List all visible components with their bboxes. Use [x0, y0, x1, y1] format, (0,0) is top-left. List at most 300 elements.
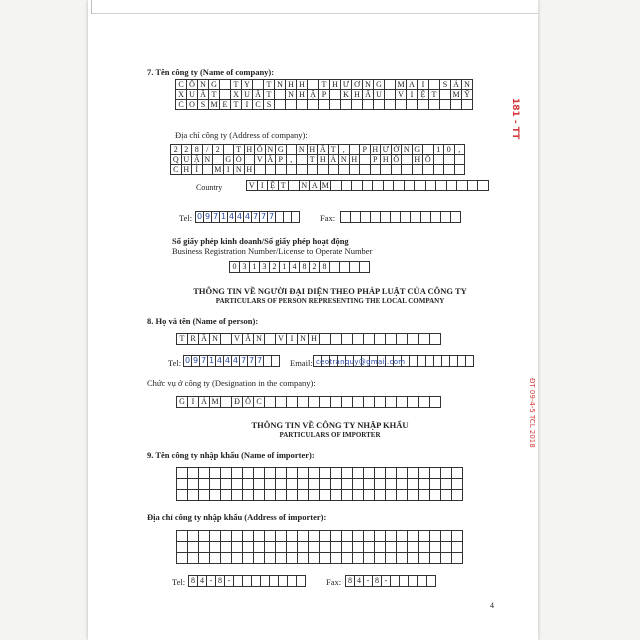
char-box: [342, 479, 353, 490]
char-box: [384, 181, 395, 191]
char-box: [408, 397, 419, 408]
char-box: [177, 542, 188, 553]
char-box: [270, 576, 279, 587]
char-box: S: [440, 80, 451, 90]
char-box: [188, 490, 199, 501]
char-box: 0: [196, 212, 203, 221]
char-box: [441, 553, 452, 564]
importer-fax-label: Fax:: [326, 577, 342, 587]
char-box: [265, 553, 276, 564]
char-box: T: [209, 90, 220, 100]
char-box: H: [245, 165, 256, 175]
char-box: [287, 531, 298, 542]
char-box: [350, 262, 360, 273]
char-box: [353, 490, 364, 501]
char-box: Ă: [243, 334, 254, 345]
char-box: 7: [260, 212, 267, 221]
char-box: [386, 542, 397, 553]
char-box: [361, 212, 371, 223]
char-box: [221, 553, 232, 564]
char-box: [287, 145, 298, 155]
char-box: [309, 468, 320, 479]
company-name-label: 7. Tên công ty (Name of company):: [147, 67, 275, 77]
char-box: Ả: [451, 80, 462, 90]
char-box: G: [177, 397, 188, 408]
char-box: [452, 542, 463, 553]
char-box: [221, 531, 232, 542]
char-box: [364, 479, 375, 490]
char-box: [408, 334, 419, 345]
char-box: Ấ: [318, 145, 329, 155]
char-box: A: [310, 181, 321, 191]
char-box: 7: [252, 212, 259, 221]
char-box: N: [462, 80, 473, 90]
char-box: 1: [250, 262, 260, 273]
char-box: [457, 181, 468, 191]
char-box: [375, 553, 386, 564]
char-box: 8: [192, 145, 203, 155]
char-box: [276, 212, 284, 223]
char-box: [221, 542, 232, 553]
char-box: [375, 490, 386, 501]
char-box: 4: [290, 262, 300, 273]
char-box: X: [231, 90, 242, 100]
char-box: M: [451, 90, 462, 100]
page-number: 4: [490, 601, 494, 610]
char-box: [287, 479, 298, 490]
char-box: [447, 181, 458, 191]
char-box: [452, 553, 463, 564]
char-box: [441, 542, 452, 553]
char-box: [341, 100, 352, 110]
char-box: [452, 531, 463, 542]
char-box: M: [213, 165, 224, 175]
char-box: 2: [310, 262, 320, 273]
char-box: [331, 181, 342, 191]
char-box: H: [286, 80, 297, 90]
char-box: [373, 181, 384, 191]
char-box: H: [413, 155, 424, 165]
license-number-grid: [229, 261, 370, 273]
char-box: [441, 212, 451, 223]
char-box: N: [203, 155, 214, 165]
char-box: H: [245, 145, 256, 155]
char-box: [221, 334, 232, 345]
char-box: [331, 479, 342, 490]
char-box: T: [177, 334, 188, 345]
char-box: [364, 542, 375, 553]
char-box: [451, 100, 462, 110]
char-box: V: [247, 181, 258, 191]
char-box: [350, 165, 361, 175]
char-box: N: [210, 334, 221, 345]
char-box: [353, 531, 364, 542]
char-box: 7: [248, 356, 255, 365]
char-box: V: [255, 155, 266, 165]
char-box: U: [182, 155, 193, 165]
char-box: [331, 490, 342, 501]
char-box: [331, 542, 342, 553]
char-box: [210, 479, 221, 490]
char-box: [243, 468, 254, 479]
char-box: [297, 100, 308, 110]
char-box: Ệ: [268, 181, 279, 191]
char-box: [381, 165, 392, 175]
char-box: [309, 479, 320, 490]
char-box: [385, 90, 396, 100]
char-box: 4: [224, 356, 231, 365]
char-box: [430, 531, 441, 542]
char-box: Ấ: [253, 90, 264, 100]
char-box: I: [188, 397, 199, 408]
char-box: H: [308, 145, 319, 155]
char-box: [276, 479, 287, 490]
char-box: O: [187, 100, 198, 110]
char-box: Y: [242, 80, 253, 90]
char-box: N: [198, 80, 209, 90]
char-box: [371, 165, 382, 175]
char-box: [331, 553, 342, 564]
char-box: [407, 100, 418, 110]
char-box: [254, 553, 265, 564]
char-box: [342, 553, 353, 564]
char-box: [232, 553, 243, 564]
char-box: T: [329, 145, 340, 155]
char-box: [210, 553, 221, 564]
char-box: [320, 553, 331, 564]
char-box: [243, 531, 254, 542]
char-box: [341, 212, 351, 223]
char-box: [430, 490, 441, 501]
importer-address-grid: [176, 530, 463, 564]
char-box: [265, 397, 276, 408]
char-box: [397, 490, 408, 501]
legal-rep-heading-en: PARTICULARS OF PERSON REPRESENTING THE LOCAL COMPANY: [215, 297, 445, 305]
char-box: [392, 165, 403, 175]
char-box: T: [264, 90, 275, 100]
char-box: [298, 531, 309, 542]
char-box: [298, 490, 309, 501]
char-box: P: [371, 155, 382, 165]
char-box: Ư: [381, 145, 392, 155]
char-box: [441, 531, 452, 542]
char-box: [430, 479, 441, 490]
char-box: I: [418, 80, 429, 90]
char-box: [374, 100, 385, 110]
char-box: [342, 334, 353, 345]
company-name-grid: [175, 79, 473, 110]
char-box: 7: [240, 356, 247, 365]
char-box: [340, 262, 350, 273]
char-box: [232, 468, 243, 479]
char-box: [298, 553, 309, 564]
char-box: [423, 165, 434, 175]
char-box: [275, 100, 286, 110]
char-box: [320, 397, 331, 408]
char-box: 0: [230, 262, 240, 273]
char-box: [364, 468, 375, 479]
char-box: [419, 542, 430, 553]
char-box: [220, 90, 231, 100]
char-box: -: [225, 576, 234, 587]
char-box: N: [363, 80, 374, 90]
char-box: [375, 468, 386, 479]
char-box: 1: [220, 212, 227, 221]
char-box: C: [171, 165, 182, 175]
char-box: [188, 553, 199, 564]
char-box: [353, 479, 364, 490]
char-box: [419, 553, 430, 564]
char-box: [452, 490, 463, 501]
char-box: 2: [182, 145, 193, 155]
char-box: [342, 181, 353, 191]
email-value: ceotranquy@gmail.com: [316, 358, 406, 366]
char-box: [426, 356, 434, 367]
char-box: [386, 334, 397, 345]
char-box: H: [182, 165, 193, 175]
char-box: 4: [198, 576, 207, 587]
char-box: G: [374, 80, 385, 90]
char-box: [434, 165, 445, 175]
char-box: [276, 553, 287, 564]
char-box: [318, 165, 329, 175]
char-box: [419, 397, 430, 408]
char-box: 3: [260, 262, 270, 273]
tel-label: Tel:: [179, 213, 193, 223]
char-box: [320, 479, 331, 490]
char-box: E: [220, 100, 231, 110]
char-box: [272, 356, 280, 367]
char-box: [289, 181, 300, 191]
char-box: [391, 576, 400, 587]
char-box: H: [330, 80, 341, 90]
char-box: [275, 90, 286, 100]
char-box: [391, 212, 401, 223]
company-address-grid: [170, 144, 465, 175]
char-box: ,: [455, 145, 466, 155]
char-box: [418, 576, 427, 587]
char-box: [254, 490, 265, 501]
char-box: [252, 576, 261, 587]
char-box: [419, 490, 430, 501]
char-box: [276, 490, 287, 501]
char-box: [430, 334, 441, 345]
char-box: [234, 576, 243, 587]
char-box: [441, 468, 452, 479]
char-box: 8: [189, 576, 198, 587]
char-box: [276, 542, 287, 553]
char-box: [177, 479, 188, 490]
char-box: [397, 468, 408, 479]
char-box: [430, 468, 441, 479]
char-box: [279, 576, 288, 587]
char-box: [364, 553, 375, 564]
char-box: [386, 531, 397, 542]
char-box: [375, 531, 386, 542]
char-box: [309, 397, 320, 408]
char-box: [331, 468, 342, 479]
char-box: 0: [184, 356, 191, 365]
char-box: [276, 397, 287, 408]
company-fax-grid: [340, 211, 461, 223]
char-box: [408, 542, 419, 553]
char-box: [430, 553, 441, 564]
char-box: [402, 165, 413, 175]
char-box: Á: [199, 397, 210, 408]
char-box: ,: [339, 145, 350, 155]
char-box: [287, 468, 298, 479]
char-box: [292, 212, 300, 223]
char-box: [430, 397, 441, 408]
char-box: M: [396, 80, 407, 90]
char-box: [408, 468, 419, 479]
char-box: N: [254, 334, 265, 345]
char-box: [298, 479, 309, 490]
char-box: T: [308, 155, 319, 165]
char-box: [339, 165, 350, 175]
country-grid: [246, 180, 489, 191]
char-box: [308, 165, 319, 175]
char-box: [421, 212, 431, 223]
char-box: [434, 155, 445, 165]
char-box: [381, 212, 391, 223]
char-box: [423, 145, 434, 155]
char-box: [441, 490, 452, 501]
red-stamp-top: 181 - TT: [510, 98, 520, 140]
char-box: Ậ: [192, 155, 203, 165]
char-box: H: [297, 90, 308, 100]
char-box: Ệ: [418, 90, 429, 100]
person-tel-label: Tel:: [168, 358, 182, 368]
char-box: M: [209, 100, 220, 110]
char-box: [297, 576, 306, 587]
char-box: [386, 479, 397, 490]
char-box: [265, 479, 276, 490]
char-box: I: [258, 181, 269, 191]
char-box: [221, 397, 232, 408]
char-box: C: [254, 397, 265, 408]
char-box: Ồ: [423, 155, 434, 165]
char-box: [288, 576, 297, 587]
char-box: [397, 542, 408, 553]
importer-tel-label: Tel:: [172, 577, 186, 587]
char-box: Ờ: [392, 145, 403, 155]
char-box: [386, 468, 397, 479]
char-box: [397, 531, 408, 542]
char-box: [352, 100, 363, 110]
char-box: [342, 531, 353, 542]
char-box: 4: [216, 356, 223, 365]
char-box: [452, 468, 463, 479]
char-box: [298, 397, 309, 408]
char-box: ,: [287, 155, 298, 165]
char-box: H: [381, 155, 392, 165]
char-box: [330, 90, 341, 100]
license-label: Số giấy phép kinh doanh/Số giấy phép hoạt động: [172, 236, 349, 246]
char-box: Ậ: [308, 90, 319, 100]
char-box: 2: [171, 145, 182, 155]
char-box: [261, 576, 270, 587]
char-box: 8: [373, 576, 382, 587]
char-box: [177, 553, 188, 564]
char-box: -: [364, 576, 373, 587]
char-box: [364, 334, 375, 345]
char-box: [297, 155, 308, 165]
char-box: [427, 576, 436, 587]
char-box: [405, 181, 416, 191]
char-box: 4: [232, 356, 239, 365]
char-box: I: [407, 90, 418, 100]
char-box: [199, 479, 210, 490]
char-box: [409, 576, 418, 587]
importer-tel-grid: [188, 575, 306, 587]
char-box: [188, 542, 199, 553]
char-box: 2: [213, 145, 224, 155]
char-box: [265, 542, 276, 553]
char-box: [265, 468, 276, 479]
char-box: -: [207, 576, 216, 587]
char-box: [360, 262, 370, 273]
country-label: Country: [196, 183, 223, 192]
char-box: G: [413, 145, 424, 155]
char-box: [452, 479, 463, 490]
char-box: [342, 542, 353, 553]
company-address-label: Địa chỉ công ty (Address of company):: [175, 130, 308, 140]
char-box: [243, 542, 254, 553]
char-box: 4: [236, 212, 243, 221]
char-box: [401, 212, 411, 223]
char-box: [309, 490, 320, 501]
char-box: 7: [212, 212, 219, 221]
char-box: [210, 490, 221, 501]
char-box: Ơ: [352, 80, 363, 90]
char-box: P: [360, 145, 371, 155]
char-box: 9: [204, 212, 211, 221]
char-box: [188, 479, 199, 490]
char-box: 4: [228, 212, 235, 221]
char-box: [243, 490, 254, 501]
char-box: [375, 542, 386, 553]
char-box: [199, 553, 210, 564]
char-box: [408, 553, 419, 564]
char-box: C: [176, 100, 187, 110]
char-box: T: [319, 80, 330, 90]
company-tel-grid: [195, 211, 300, 223]
char-box: T: [234, 145, 245, 155]
char-box: [397, 397, 408, 408]
char-box: U: [374, 90, 385, 100]
char-box: [254, 479, 265, 490]
person-name-label: 8. Họ và tên (Name of person):: [147, 316, 259, 326]
char-box: [440, 90, 451, 100]
char-box: N: [275, 80, 286, 90]
char-box: [232, 479, 243, 490]
char-box: N: [286, 90, 297, 100]
char-box: 1: [434, 145, 445, 155]
char-box: [386, 490, 397, 501]
char-box: N: [298, 334, 309, 345]
char-box: [478, 181, 489, 191]
char-box: Ư: [341, 80, 352, 90]
char-box: [419, 334, 430, 345]
char-box: À: [329, 155, 340, 165]
char-box: [298, 468, 309, 479]
char-box: 0: [444, 145, 455, 155]
char-box: [286, 100, 297, 110]
char-box: [364, 397, 375, 408]
char-box: Ố: [243, 397, 254, 408]
char-box: [352, 181, 363, 191]
